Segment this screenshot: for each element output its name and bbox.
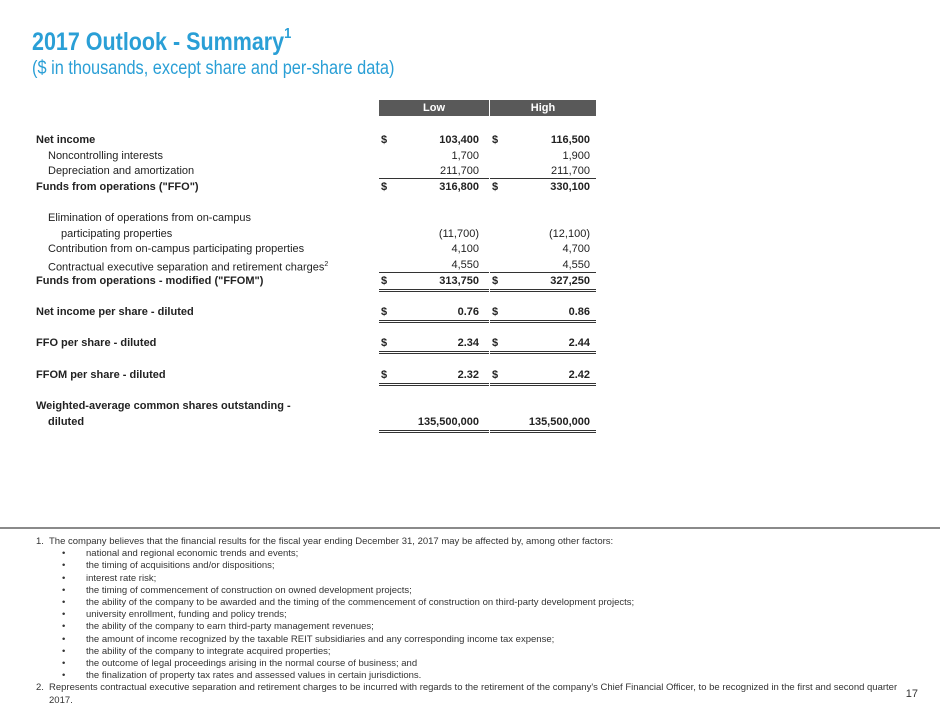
high-value: 4,700 <box>562 243 590 255</box>
total-double-rule <box>379 383 489 386</box>
table-row-weighted-avg <box>0 398 940 414</box>
row-label: Weighted-average common shares outstanding - <box>36 400 291 412</box>
low-value: (11,700) <box>438 228 479 240</box>
list-item: • interest rate risk; <box>62 572 157 584</box>
currency-symbol: $ <box>381 181 388 193</box>
table-row-elimination <box>0 210 940 226</box>
high-value: 1,900 <box>562 150 590 162</box>
footnote-text: Represents contractual executive separation and retirement charges to be incurred with regards to the retirement of the company's Chief Financial Officer, to be recognized in the first and second quarter 2017. <box>49 682 898 706</box>
title-footnote-ref: 1 <box>284 25 292 42</box>
page-title: 2017 Outlook - Summary$^1$ <box>32 25 292 56</box>
page-subtitle: ($ in thousands, except share and per-share data) <box>32 58 395 79</box>
high-value: 135,500,000 <box>528 416 590 428</box>
list-item: • the outcome of legal proceedings arising in the normal course of business; and <box>62 658 418 670</box>
currency-symbol: $ <box>492 306 499 318</box>
table-row-ffom <box>0 273 940 289</box>
total-double-rule <box>490 351 596 354</box>
high-value: 116,500 <box>550 134 590 146</box>
low-value: 211,700 <box>440 165 479 177</box>
low-value: 4,100 <box>451 243 479 255</box>
currency-symbol: $ <box>381 369 388 381</box>
high-value: 330,100 <box>550 181 590 193</box>
currency-symbol: $ <box>381 134 388 146</box>
bullet-icon: • <box>62 597 66 609</box>
bullet-icon: • <box>62 621 66 633</box>
row-label: Elimination of operations from on-campus <box>48 212 251 224</box>
footnote-1 <box>0 536 940 548</box>
row-label: Net income <box>36 134 96 146</box>
total-double-rule <box>379 351 489 354</box>
total-double-rule <box>379 430 489 433</box>
total-double-rule <box>490 430 596 433</box>
list-item: • the ability of the company to integrate acquired properties; <box>62 645 331 657</box>
high-value: (12,100) <box>549 228 590 240</box>
footnote-number: 1. <box>36 536 44 547</box>
row-label: participating properties <box>61 228 173 240</box>
total-double-rule <box>490 383 596 386</box>
footnote-ref: 2 <box>324 261 329 268</box>
bullet-icon: • <box>62 645 66 657</box>
bullet-icon: • <box>62 560 66 572</box>
high-value: 327,250 <box>550 275 590 287</box>
bullet-icon: • <box>62 609 66 621</box>
currency-symbol: $ <box>492 369 499 381</box>
footnote-divider <box>0 527 940 529</box>
low-value: 135,500,000 <box>417 416 479 428</box>
low-value: 313,750 <box>439 275 479 287</box>
table-row-participating <box>0 226 940 242</box>
table-row-ffo-per-share <box>0 335 940 351</box>
list-item: • the amount of income recognized by the taxable REIT subsidiaries and any corresponding income tax expense; <box>62 633 555 645</box>
currency-symbol: $ <box>492 181 499 193</box>
currency-symbol: $ <box>381 337 388 349</box>
page-number: 17 <box>905 688 918 700</box>
table-row-noncontrolling <box>0 148 940 164</box>
table-row-contribution <box>0 241 940 257</box>
footnotes <box>0 536 940 707</box>
row-label: Contribution from on-campus participating properties <box>48 243 305 255</box>
high-value: 0.86 <box>568 306 590 318</box>
low-value: 103,400 <box>439 134 479 146</box>
bullet-icon: • <box>62 572 66 584</box>
table-row-ffo <box>0 179 940 195</box>
list-item: • the ability of the company to earn third-party management revenues; <box>62 621 374 633</box>
high-value: 4,550 <box>562 259 590 271</box>
row-label: Funds from operations ("FFO") <box>36 181 199 193</box>
low-value: 316,800 <box>439 181 479 193</box>
low-value: 2.32 <box>457 369 479 381</box>
high-value: 211,700 <box>551 165 590 177</box>
total-double-rule <box>490 289 596 292</box>
footnote-2 <box>0 682 940 706</box>
currency-symbol: $ <box>492 134 499 146</box>
currency-symbol: $ <box>381 275 388 287</box>
high-value: 2.42 <box>568 369 590 381</box>
table-row-ffom-per-share <box>0 367 940 383</box>
bullet-icon: • <box>62 584 66 596</box>
row-label: FFO per share - diluted <box>36 337 157 349</box>
row-label: Noncontrolling interests <box>48 150 163 162</box>
list-item: • the finalization of property tax rates and assessed values in certain jurisdictions. <box>62 670 422 682</box>
table-row-diluted <box>0 414 940 430</box>
row-label: Funds from operations - modified ("FFOM") <box>36 275 264 287</box>
row-label: Net income per share - diluted <box>36 306 194 318</box>
list-item: • national and regional economic trends and events; <box>62 548 299 560</box>
currency-symbol: $ <box>381 306 388 318</box>
low-value: 1,700 <box>451 150 479 162</box>
bullet-icon: • <box>62 670 66 682</box>
bullet-icon: • <box>62 658 66 670</box>
high-value: 2.44 <box>568 337 590 349</box>
total-double-rule <box>379 320 489 323</box>
table-row-separation <box>0 257 940 273</box>
list-item: • the timing of acquisitions and/or dispositions; <box>62 560 275 572</box>
row-label: Depreciation and amortization <box>48 165 195 177</box>
bullet-icon: • <box>62 548 66 560</box>
column-header-low: Low <box>379 100 489 116</box>
low-value: 0.76 <box>457 306 479 318</box>
currency-symbol: $ <box>492 337 499 349</box>
table-row-depreciation <box>0 163 940 179</box>
list-item: • the ability of the company to be awarded and the timing of the commencement of construction on third-party development projects; <box>62 597 635 609</box>
row-label: FFOM per share - diluted <box>36 369 166 381</box>
footnote-text: The company believes that the financial results for the fiscal year ending December 31, 2017 may be affected by, among other factors: <box>49 536 614 547</box>
row-label: Contractual executive separation and retirement charges$^2$ <box>48 261 329 274</box>
low-value: 2.34 <box>457 337 479 349</box>
currency-symbol: $ <box>492 275 499 287</box>
table-row-ni-per-share <box>0 304 940 320</box>
row-label: diluted <box>48 416 85 428</box>
footnote-number: 2. <box>36 682 44 694</box>
column-header-high: High <box>490 100 596 116</box>
low-value: 4,550 <box>451 259 479 271</box>
bullet-icon: • <box>62 633 66 645</box>
list-item: • university enrollment, funding and policy trends; <box>62 609 287 621</box>
total-double-rule <box>379 289 489 292</box>
total-double-rule <box>490 320 596 323</box>
table-row-net-income <box>0 132 940 148</box>
list-item: • the timing of commencement of construction on owned development projects; <box>62 584 412 596</box>
